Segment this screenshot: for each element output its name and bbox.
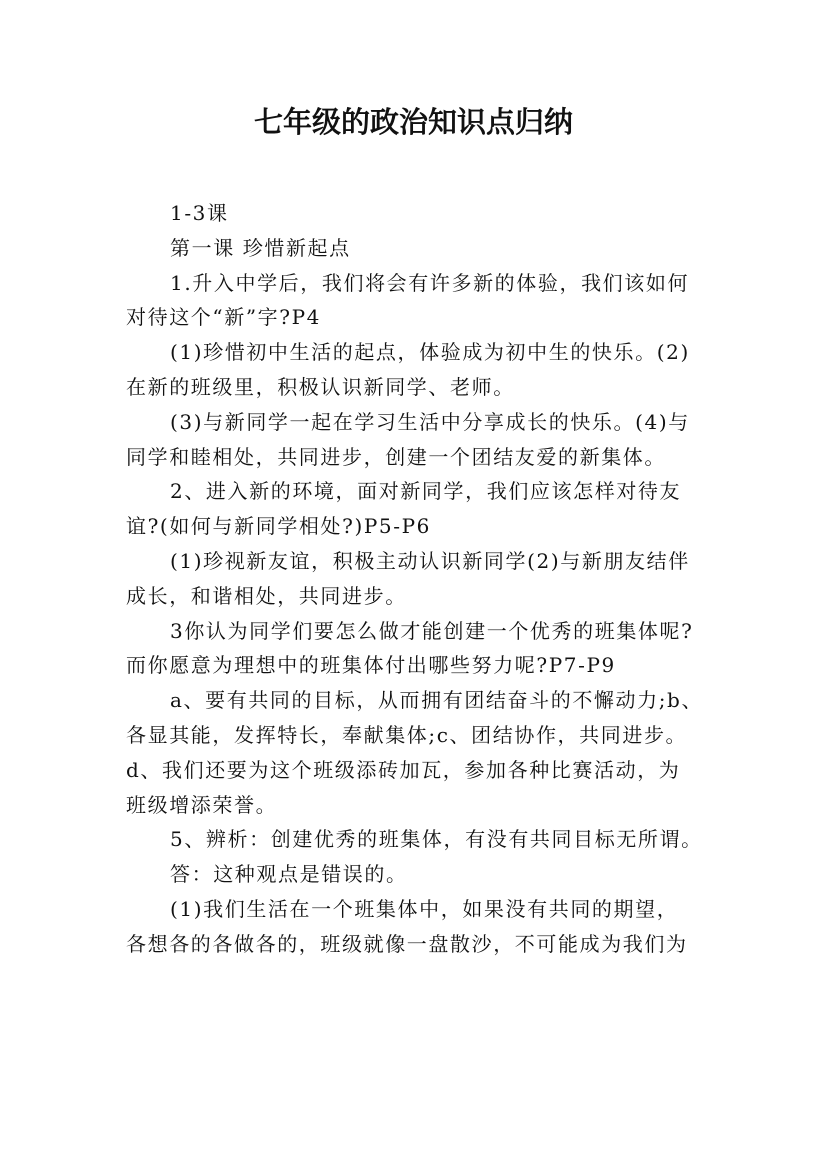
paragraph-lesson-range: 1-3课 [170,201,229,225]
paragraph-answer-5-verdict: 答：这种观点是错误的。 [170,862,408,887]
paragraph-answer-2: (1)珍视新友谊，积极主动认识新同学(2)与新朋友结伴 成长，和谐相处，共同进步。 [126,548,690,608]
document-body [126,196,718,962]
paragraph-answer-1a: (1)珍惜初中生活的起点，体验成为初中生的快乐。(2) 在新的班级里，积极认识新同学、老师。 [126,340,690,399]
paragraph-lesson-one-heading: 第一课 珍惜新起点 [170,235,351,260]
paragraph-answer-5-detail: (1)我们生活在一个班集体中，如果没有共同的期望， 各想各的各做各的，班级就像一盘散沙，不可能成为我们为 [126,896,688,956]
paragraph-question-5: 5、辨析：创建优秀的班集体，有没有共同目标无所谓。 [170,827,703,852]
document-title: 七年级的政治知识点归纳 [253,105,573,139]
paragraph-answer-1b: (3)与新同学一起在学习生活中分享成长的快乐。(4)与 同学和睦相处，共同进步，创建一个团结友爱的新集体。 [126,409,690,469]
paragraph-question-1: 1.升入中学后，我们将会有许多新的体验，我们该如何 对待这个“新”字?P4 [126,270,690,330]
paragraph-answer-3: a、要有共同的目标，从而拥有团结奋斗的不懈动力;b、 各显其能，发挥特长，奉献集体;c、团结协作，共同进步。 d、我们还要为这个班级添砖加瓦，参加各种比赛活动，为 班级增添荣誉。 [126,688,704,817]
paragraph-question-2: 2、进入新的环境，面对新同学，我们应该怎样对待友 谊?(如何与新同学相处?)P5-P6 [126,479,682,539]
paragraph-question-3: 3你认为同学们要怎么做才能创建一个优秀的班集体呢? 而你愿意为理想中的班集体付出哪些努力呢?P7-P9 [126,618,694,678]
